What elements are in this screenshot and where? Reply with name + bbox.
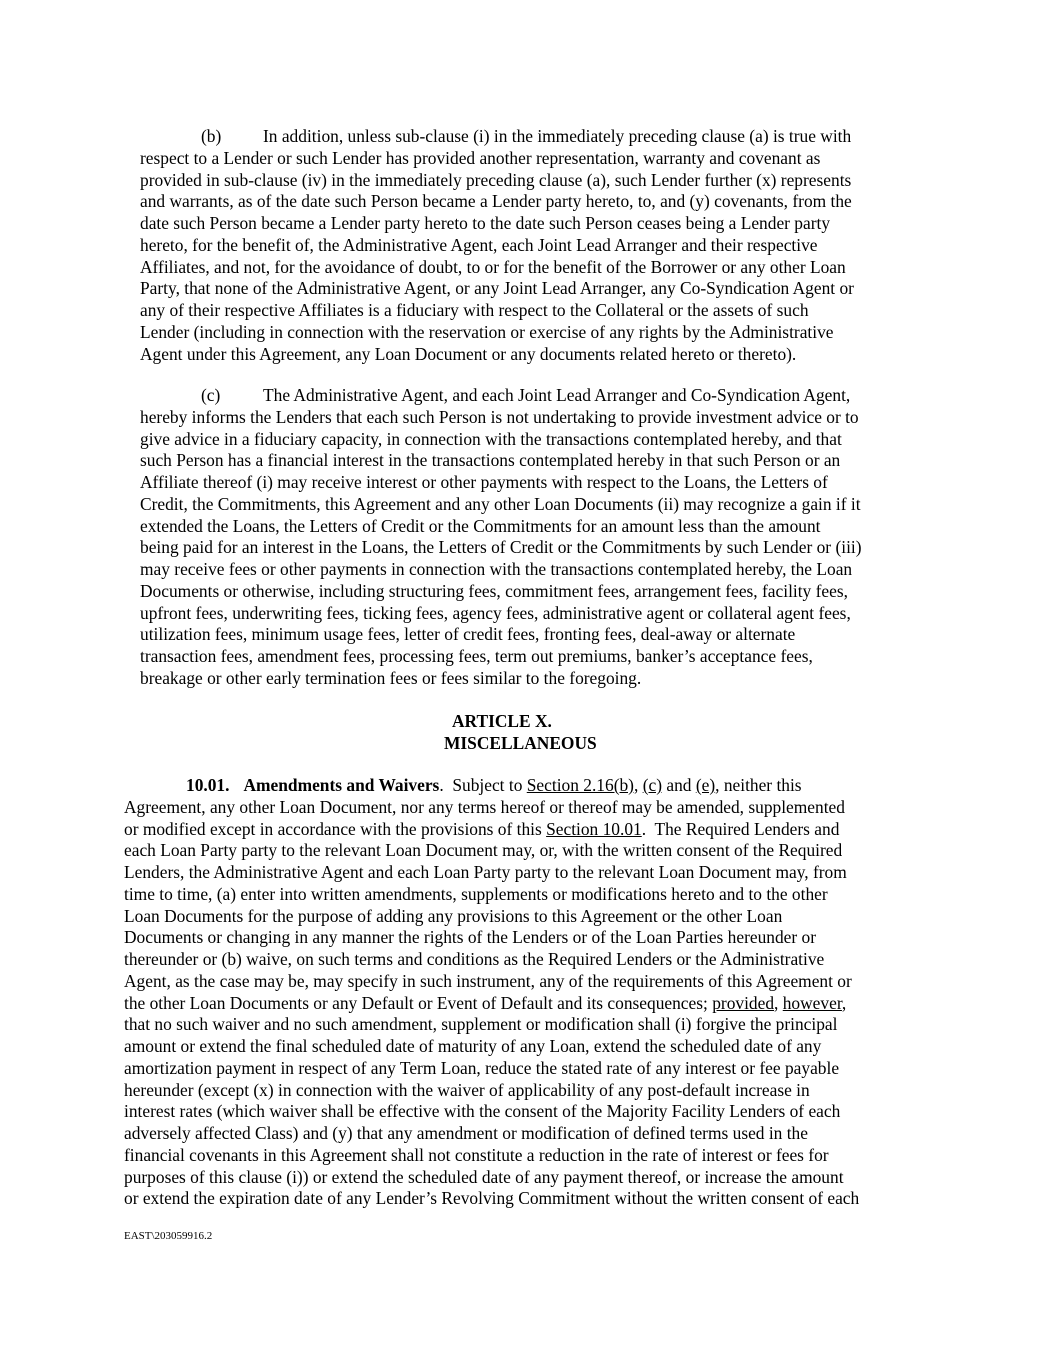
paragraph-c-text: The Administrative Agent, and each Joint Lead Arranger and Co-Syndication Agent, bbox=[263, 385, 851, 405]
section-line: amortization payment in respect of any Term Loan, reduce the stated rate of any interest or fee payable bbox=[124, 1057, 840, 1078]
section-line: amount or extend the final scheduled date of maturity of any Loan, extend the scheduled date of any bbox=[124, 1036, 822, 1056]
section-line: thereunder or (b) waive, on such terms and conditions as the Required Lenders or the Administrative bbox=[124, 949, 825, 969]
section-line: hereunder (except (x) in connection with the waiver of applicability of any post-default increase in bbox=[124, 1079, 810, 1100]
section-text: , bbox=[633, 775, 643, 795]
section-line: purposes of this clause (i)) or extend the scheduled date of any payment thereof, or increase the amount bbox=[124, 1166, 844, 1187]
section-line: time to time, (a) enter into written amendments, supplements or modifications hereto and to the other bbox=[124, 883, 828, 904]
paragraph-b-line: Party, that none of the Administrative Agent, or any Joint Lead Arranger, any Co-Syndication Agent or bbox=[140, 278, 854, 299]
paragraph-c-line: may receive fees or other payments in connection with the transactions contemplated hereby, the Loan bbox=[140, 559, 853, 579]
footer-document-id: EAST\203059916.2 bbox=[124, 1230, 213, 1242]
paragraph-c-line: hereby informs the Lenders that each such Person is not undertaking to provide investment advice or to bbox=[140, 406, 859, 427]
section-text: . Subject to bbox=[439, 775, 527, 795]
section-line bbox=[124, 993, 939, 1015]
paragraph-b-line: respect to a Lender or such Lender has provided another representation, warranty and covenant as bbox=[140, 147, 821, 168]
section-line: Agent, as the case may be, may specify in such instrument, any of the requirements of this Agreement or bbox=[124, 970, 852, 991]
paragraph-c-line: transaction fees, amendment fees, processing fees, term out premiums, banker’s acceptance fees, bbox=[140, 646, 813, 666]
paragraph-c-line: utilization fees, minimum usage fees, letter of credit fees, fronting fees, deal-away or alternate bbox=[140, 624, 796, 645]
section-text: . The Required Lenders and bbox=[641, 818, 840, 839]
paragraph-c-line: such Person has a financial interest in the transactions contemplated hereby in that such Person or an bbox=[140, 450, 841, 471]
section-line: Documents or changing in any manner the rights of the Lenders or of the Loan Parties hereunder or bbox=[124, 927, 817, 948]
section-line: interest rates (which waiver shall be effective with the consent of the Majority Facility Lenders of each bbox=[124, 1101, 841, 1122]
paragraph-b-line: Agent under this Agreement, any Loan Document or any documents related hereto or thereto). bbox=[140, 343, 797, 364]
article-title: MISCELLANEOUS bbox=[444, 733, 597, 753]
paragraph-c-line: breakage or other early termination fees or fees similar to the foregoing. bbox=[140, 667, 642, 688]
paragraph-b-line: Lender (including in connection with the reservation or exercise of any rights by the Administrative bbox=[140, 321, 834, 342]
section-text: , bbox=[774, 992, 783, 1013]
paragraph-b-line: any of their respective Affiliates is a fiduciary with respect to the Collateral or the assets of such bbox=[140, 300, 809, 320]
section-line: each Loan Party party to the relevant Loan Document may, or, with the written consent of the Required bbox=[124, 840, 843, 861]
section-text: the other Loan Documents or any Default or Event of Default and its consequences; bbox=[124, 992, 713, 1013]
paragraph-c-line: Credit, the Commitments, this Agreement and any other Loan Documents (ii) may recognize a gain if it bbox=[140, 493, 861, 514]
paragraph-b-line: date such Person became a Lender party hereto to the date such Person ceases being a Lender party bbox=[140, 213, 831, 233]
section-e-reference: (e) bbox=[695, 775, 716, 795]
paragraph-c-line: being paid for an interest in the Loans, the Letters of Credit or the Commitments by such Lender or (iii) bbox=[140, 537, 862, 558]
article-number: ARTICLE X. bbox=[452, 711, 552, 731]
section-text: or modified except in accordance with the provisions of this bbox=[124, 818, 547, 839]
section-line bbox=[124, 819, 939, 841]
paragraph-c-line bbox=[140, 385, 940, 407]
however-term: however bbox=[782, 992, 842, 1013]
paragraph-b-line: and warrants, as of the date such Person became a Lender party hereto, to, and (y) covenants, from the bbox=[140, 191, 852, 212]
paragraph-c-label: (c) bbox=[201, 385, 221, 405]
paragraph-b-line: Affiliates, and not, for the avoidance of doubt, to or for the benefit of the Borrower or any other Loan bbox=[140, 256, 846, 277]
section-text: , bbox=[841, 992, 847, 1013]
paragraph-c-line: Affiliate thereof (i) may receive interest or other payments with respect to the Loans, the Letters of bbox=[140, 472, 828, 492]
section-line: adversely affected Class) and (y) that any amendment or modification of defined terms used in the bbox=[124, 1123, 808, 1143]
paragraph-c bbox=[140, 385, 940, 690]
section-10-01 bbox=[124, 775, 939, 1210]
paragraph-b-line: provided in sub-clause (iv) in the immediately preceding clause (a), such Lender further (x) represents bbox=[140, 169, 852, 190]
paragraph-b-line bbox=[140, 126, 940, 148]
section-2-16b-reference: Section 2.16(b) bbox=[526, 775, 634, 795]
paragraph-c-line: upfront fees, underwriting fees, ticking fees, agency fees, administrative agent or collateral agent fees, bbox=[140, 602, 851, 623]
section-number: 10.01. bbox=[186, 775, 230, 795]
provided-term: provided bbox=[712, 992, 775, 1013]
paragraph-b-line: hereto, for the benefit of, the Administrative Agent, each Joint Lead Arranger and their respective bbox=[140, 234, 818, 255]
section-line: or extend the expiration date of any Lender’s Revolving Commitment without the written consent of each bbox=[124, 1188, 860, 1209]
section-line: that no such waiver and no such amendment, supplement or modification shall (i) forgive the principal bbox=[124, 1014, 838, 1035]
section-text: , neither this bbox=[715, 775, 802, 795]
section-c-reference: (c) bbox=[642, 775, 662, 795]
section-10-01-reference: Section 10.01 bbox=[546, 818, 642, 839]
section-line: Lenders, the Administrative Agent and each Loan Party party to the relevant Loan Document may, from bbox=[124, 862, 847, 882]
paragraph-b-text: In addition, unless sub-clause (i) in the immediately preceding clause (a) is true with bbox=[263, 126, 852, 146]
section-line: Loan Documents for the purpose of adding any provisions to this Agreement or the other Loan bbox=[124, 905, 783, 926]
section-line: financial covenants in this Agreement shall not constitute a reduction in the rate of interest or fees for bbox=[124, 1144, 829, 1165]
paragraph-b-label: (b) bbox=[201, 126, 222, 146]
paragraph-c-line: Documents or otherwise, including structuring fees, commitment fees, arrangement fees, facility fees, bbox=[140, 580, 848, 601]
paragraph-c-line: extended the Loans, the Letters of Credit or the Commitments for an amount less than the amount bbox=[140, 515, 821, 536]
paragraph-c-line: give advice in a fiduciary capacity, in connection with the transactions contemplated hereby, and that bbox=[140, 428, 842, 449]
section-line bbox=[124, 775, 939, 797]
section-text: and bbox=[662, 775, 696, 795]
paragraph-b bbox=[140, 126, 940, 365]
section-line: Agreement, any other Loan Document, nor any terms hereof or thereof may be amended, supplemented bbox=[124, 796, 845, 817]
section-title: Amendments and Waivers bbox=[243, 775, 440, 795]
